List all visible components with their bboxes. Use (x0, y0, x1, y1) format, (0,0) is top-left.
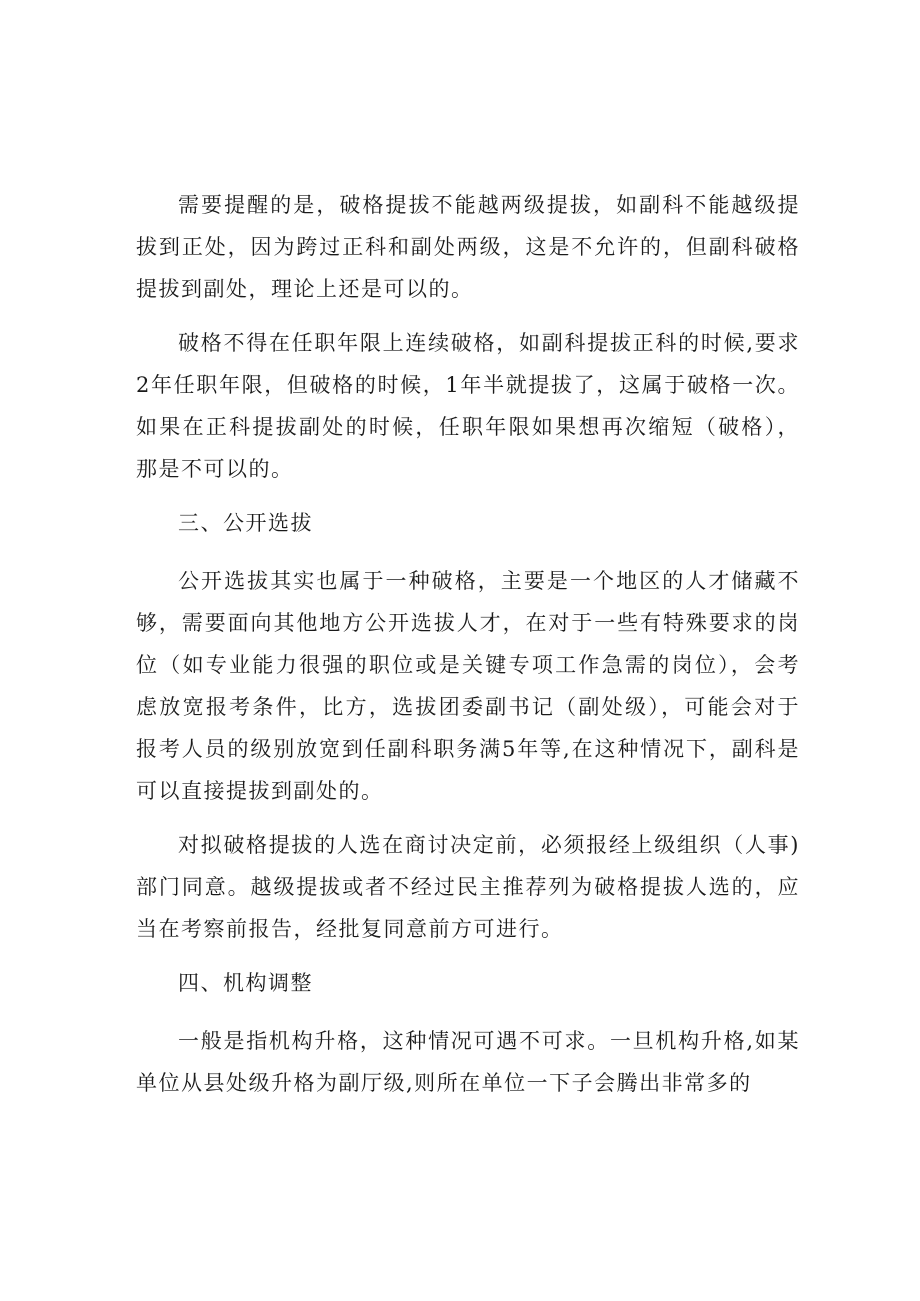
paragraph-restructuring: 一般是指机构升格，这种情况可遇不可求。一旦机构升格,如某单位从县处级升格为副厅级,则所在单位一下子会腾出非常多的 (136, 1029, 800, 1095)
paragraph-open-selection: 公开选拔其实也属于一种破格，主要是一个地区的人才储藏不够，需要面向其他地方公开选拔人才，在对于一些有特殊要求的岗位（如专业能力很强的职位或是关键专项工作急需的岗位），会考虑放宽报考条件，比方，选拔团委副书记（副处级），可能会对于报考人员的级别放宽到任副科职务满5年等,在这种情况下，副科是可以直接提拔到副处的。 (136, 569, 800, 803)
paragraph-approval-requirement: 对拟破格提拔的人选在商讨决定前，必须报经上级组织（人事)部门同意。越级提拔或者不经过民主推荐列为破格提拔人选的，应当在考察前报告，经批复同意前方可进行。 (136, 833, 800, 941)
document-body (136, 184, 800, 1116)
paragraph-tenure-limit: 破格不得在任职年限上连续破格，如副科提拔正科的时候,要求2年任职年限，但破格的时候，1年半就提拔了，这属于破格一次。如果在正科提拔副处的时候，任职年限如果想再次缩短（破格），那是不可以的。 (136, 331, 800, 481)
section-heading-open-selection: 三、公开选拔 (178, 511, 313, 535)
section-heading-restructuring: 四、机构调整 (178, 971, 313, 995)
paragraph-promotion-limit: 需要提醒的是，破格提拔不能越两级提拔，如副科不能越级提拔到正处，因为跨过正科和副处两级，这是不允许的，但副科破格提拔到副处，理论上还是可以的。 (136, 193, 800, 301)
